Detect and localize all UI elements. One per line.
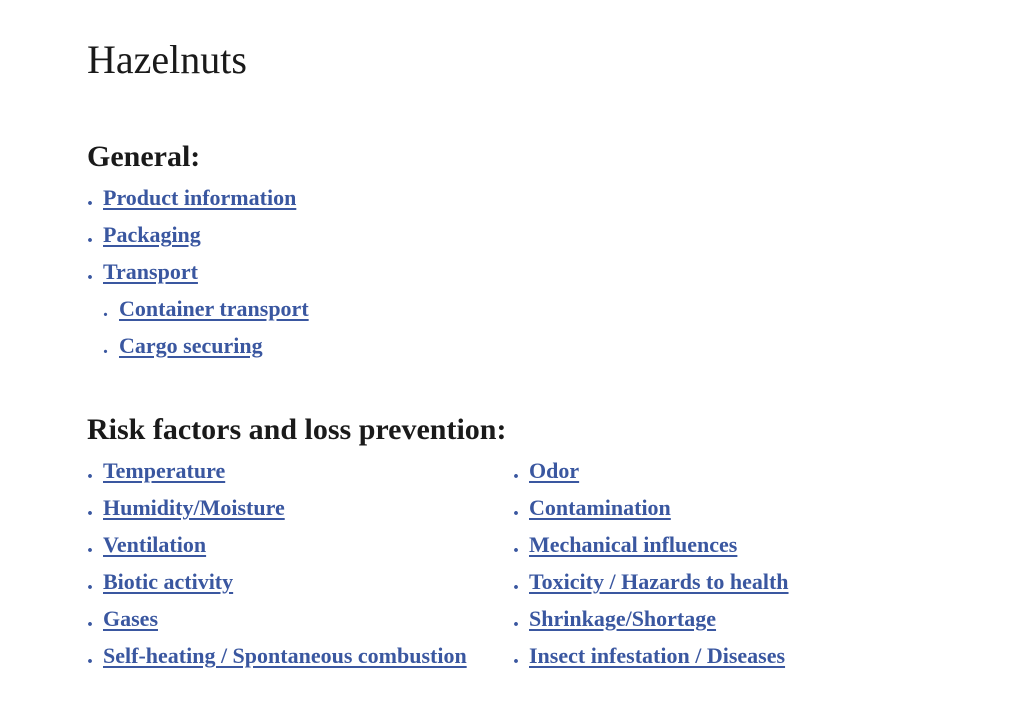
list-item — [87, 222, 309, 259]
toxicity-hazards-link[interactable]: Toxicity / Hazards to health — [529, 569, 789, 594]
contamination-link[interactable]: Contamination — [529, 495, 671, 520]
list-item — [87, 532, 467, 569]
bullet-icon: . — [87, 532, 93, 558]
bullet-icon: . — [87, 222, 93, 248]
list-item — [87, 569, 467, 606]
shrinkage-shortage-link[interactable]: Shrinkage/Shortage — [529, 606, 717, 631]
bullet-icon: . — [87, 259, 93, 285]
bullet-icon: . — [103, 336, 108, 358]
packaging-link[interactable]: Packaging — [103, 222, 201, 247]
risk-link-list-right — [513, 458, 789, 680]
cargo-securing-link[interactable]: Cargo securing — [119, 333, 263, 358]
bullet-icon: . — [87, 569, 93, 595]
list-item — [87, 643, 467, 680]
bullet-icon: . — [513, 606, 519, 632]
list-item — [513, 495, 789, 532]
general-heading: General: — [87, 140, 201, 173]
bullet-icon: . — [513, 643, 519, 669]
general-link-list — [87, 185, 309, 370]
ventilation-link[interactable]: Ventilation — [103, 532, 207, 557]
bullet-icon: . — [87, 185, 93, 211]
mechanical-influences-link[interactable]: Mechanical influences — [529, 532, 738, 557]
list-item — [87, 296, 309, 333]
list-item — [87, 259, 309, 296]
bullet-icon: . — [87, 458, 93, 484]
risk-link-list-left — [87, 458, 467, 680]
risk-heading: Risk factors and loss prevention: — [87, 413, 507, 446]
list-item — [513, 606, 789, 643]
transport-link[interactable]: Transport — [103, 259, 198, 284]
bullet-icon: . — [87, 643, 93, 669]
bullet-icon: . — [87, 495, 93, 521]
bullet-icon: . — [87, 606, 93, 632]
list-item — [513, 458, 789, 495]
bullet-icon: . — [513, 458, 519, 484]
humidity-moisture-link[interactable]: Humidity/Moisture — [103, 495, 285, 520]
list-item — [87, 185, 309, 222]
list-item — [87, 495, 467, 532]
bullet-icon: . — [513, 495, 519, 521]
container-transport-link[interactable]: Container transport — [119, 296, 309, 321]
page-title: Hazelnuts — [87, 37, 247, 82]
product-information-link[interactable]: Product information — [103, 185, 297, 210]
list-item — [87, 606, 467, 643]
list-item — [87, 333, 309, 370]
bullet-icon: . — [513, 569, 519, 595]
bullet-icon: . — [103, 299, 108, 321]
insect-infestation-link[interactable]: Insect infestation / Diseases — [529, 643, 786, 668]
bullet-icon: . — [513, 532, 519, 558]
self-heating-link[interactable]: Self-heating / Spontaneous combustion — [103, 643, 467, 668]
temperature-link[interactable]: Temperature — [103, 458, 226, 483]
list-item — [513, 569, 789, 606]
list-item — [87, 458, 467, 495]
gases-link[interactable]: Gases — [103, 606, 158, 631]
list-item — [513, 532, 789, 569]
list-item — [513, 643, 789, 680]
odor-link[interactable]: Odor — [529, 458, 580, 483]
biotic-activity-link[interactable]: Biotic activity — [103, 569, 234, 594]
